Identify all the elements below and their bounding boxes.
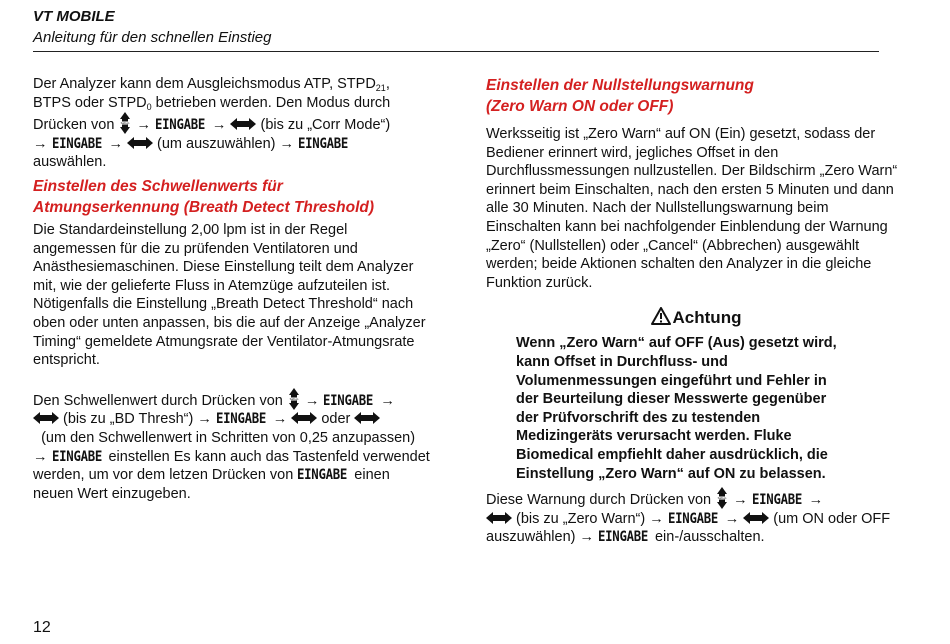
- warning-triangle-icon: [651, 307, 671, 325]
- left-right-arrow-keys-icon: [230, 118, 256, 130]
- zero-warn-heading: Einstellen der Nullstellungswarnung (Zero Warn ON oder OFF): [486, 77, 754, 115]
- document-title: VT MOBILE: [33, 8, 115, 25]
- eingabe-key: EINGABE: [297, 467, 348, 484]
- warning-heading: Achtung: [486, 306, 906, 330]
- breath-detect-heading: Einstellen des Schwellenwerts für Atmungserkennung (Breath Detect Threshold): [33, 177, 375, 216]
- threshold-instructions-paragraph: Den Schwellenwert durch Drücken von Setup → EINGABE → (bis zu „BD Thresh“) → EINGABE → oder (um den Schwellenwert in Schritten von 0,25 anzupassen) → EINGABE einstellen Es kann auch das Tastenfeld verwendet werden, um vor dem letzen Drücken von EINGABE einen neuen Wert einzugeben.: [33, 388, 433, 504]
- left-right-arrow-keys-icon: [127, 137, 153, 149]
- eingabe-key: EINGABE: [323, 392, 374, 409]
- header-divider: [33, 51, 879, 52]
- compensation-mode-paragraph: Der Analyzer kann dem Ausgleichsmodus ATP, $STPD_{21}$, BTPS oder $STPD_0$ betrieben werden. Den Modus durch Drücken von Setup → EINGABE → (bis zu „Corr Mode“) → EINGABE → (um auszuwählen) → EINGABE auswählen.: [33, 76, 391, 171]
- eingabe-key: EINGABE: [215, 411, 266, 428]
- svg-text:Setup: Setup: [289, 396, 299, 401]
- breath-detect-paragraph: Die Standardeinstellung 2,00 lpm ist in der Regel angemessen für die zu prüfenden Ventilatoren und Anästhesiemaschinen. Diese Einstellung teilt dem Analyzer mit, wie der gelieferte Fluss in Atemzüge aufzuteilen ist. Nötigenfalls die Einstellung „Breath Detect Threshold“ nach oben oder unten anpassen, bis die auf der Anzeige „Analyzer Timing“ gemeldete Atmungsrate der Ventilator-Atmungsrate entspricht.: [33, 221, 426, 369]
- zero-warn-paragraph: Werksseitig ist „Zero Warn“ auf ON (Ein) gesetzt, sodass der Bediener erinnert wird, jegliches Offset in den Durchflussmessungen nullzustellen. Der Bildschirm „Zero Warn“ erinnert beim Einschalten, nach den ersten 5 Minuten und dann alle 30 Minuten. Nach der Nullstellungswarnung beim Einschalten kann bei nachfolgender Einblendung der Warnung „Zero“ (Nullstellen) oder „Cancel“ (Abbrechen) ausgewählt werden; beide Aktionen schalten den Analyzer in die gleiche Funktion zurück.: [486, 126, 898, 291]
- eingabe-key: EINGABE: [51, 448, 102, 465]
- eingabe-key: EINGABE: [51, 135, 102, 152]
- setup-key-icon: [118, 112, 132, 134]
- setup-key-icon: [287, 388, 301, 410]
- eingabe-key: EINGABE: [598, 529, 649, 546]
- eingabe-key: EINGABE: [155, 117, 206, 134]
- setup-key-icon: [715, 487, 729, 509]
- left-right-arrow-keys-icon: [743, 512, 769, 524]
- zero-warn-instructions-paragraph: Diese Warnung durch Drücken von Setup → EINGABE → (bis zu „Zero Warn“) → EINGABE → (um ON oder OFF auszuwählen) → EINGABE ein-/ausschalten.: [486, 487, 906, 547]
- warning-body: Wenn „Zero Warn“ auf OFF (Aus) gesetzt wird, kann Offset in Durchfluss- und Volumenmessungen eingeführt und Fehler in der Beurteilung dieser Messwerte gegenüber der Prüfvorschrift des zu testenden Medizingeräts verursacht werden. Fluke Biomedical empfiehlt daher ausdrücklich, die Einstellung „Zero Warn“ auf ON zu belassen.: [516, 335, 837, 482]
- page-number: 12: [33, 619, 51, 636]
- left-right-arrow-keys-icon: [354, 412, 380, 424]
- left-right-arrow-keys-icon: [291, 412, 317, 424]
- eingabe-key: EINGABE: [751, 492, 802, 509]
- left-column: [33, 75, 433, 503]
- svg-text:Setup: Setup: [717, 496, 727, 501]
- document-subtitle: Anleitung für den schnellen Einstieg: [33, 29, 272, 46]
- left-right-arrow-keys-icon: [486, 512, 512, 524]
- right-column: [486, 75, 906, 547]
- svg-text:Setup: Setup: [121, 121, 130, 126]
- eingabe-key: EINGABE: [667, 510, 718, 527]
- left-right-arrow-keys-icon: [33, 412, 59, 424]
- eingabe-key: EINGABE: [298, 135, 349, 152]
